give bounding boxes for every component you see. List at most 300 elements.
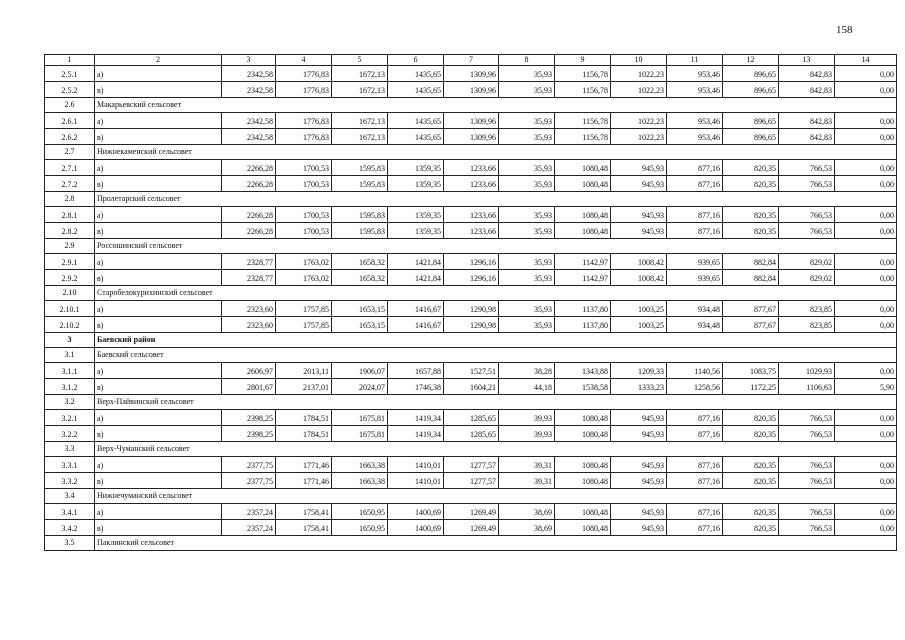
value-cell: 1140,56	[667, 363, 723, 379]
value-cell: 1285,65	[444, 426, 499, 442]
row-code: 2.9.1	[45, 254, 95, 270]
value-cell: 766,53	[779, 176, 835, 192]
value-cell: 1008,42	[611, 254, 667, 270]
value-cell: 0,00	[835, 82, 897, 98]
value-cell: 1080,48	[555, 457, 611, 473]
value-cell: 38,69	[499, 504, 555, 520]
value-cell: 842,83	[779, 82, 835, 98]
section-header-row	[45, 348, 897, 363]
value-cell: 1003,25	[611, 317, 667, 333]
value-cell: 1435,65	[388, 129, 444, 145]
table-row	[45, 254, 897, 270]
value-cell: 1400,69	[388, 520, 444, 536]
value-cell: 1771,46	[276, 473, 332, 489]
value-cell: 39,93	[499, 426, 555, 442]
row-code: 2.5.1	[45, 66, 95, 82]
value-cell: 896,65	[723, 129, 779, 145]
column-number: 1	[45, 55, 95, 66]
section-header-row	[45, 286, 897, 301]
value-cell: 35,93	[499, 317, 555, 333]
value-cell: 1359,35	[388, 160, 444, 176]
value-cell: 1658,32	[332, 270, 388, 286]
table-row	[45, 207, 897, 223]
table-row	[45, 426, 897, 442]
value-cell: 877,16	[667, 160, 723, 176]
section-title: Пролетарский сельсовет	[95, 192, 897, 207]
value-cell: 842,83	[779, 66, 835, 82]
value-cell: 0,00	[835, 207, 897, 223]
value-cell: 1538,58	[555, 379, 611, 395]
value-cell: 1233,66	[444, 160, 499, 176]
value-cell: 1672,13	[332, 66, 388, 82]
value-cell: 2357,24	[222, 504, 276, 520]
row-code: 3.1.1	[45, 363, 95, 379]
value-cell: 0,00	[835, 410, 897, 426]
value-cell: 820,35	[723, 410, 779, 426]
value-cell: 1359,35	[388, 223, 444, 239]
row-label: а)	[95, 301, 222, 317]
value-cell: 0,00	[835, 254, 897, 270]
value-cell: 0,00	[835, 301, 897, 317]
value-cell: 823,85	[779, 317, 835, 333]
value-cell: 1233,66	[444, 223, 499, 239]
table-row	[45, 113, 897, 129]
value-cell: 38,69	[499, 520, 555, 536]
value-cell: 1527,51	[444, 363, 499, 379]
value-cell: 1700,53	[276, 160, 332, 176]
value-cell: 2328,77	[222, 270, 276, 286]
value-cell: 820,35	[723, 426, 779, 442]
value-cell: 1663,38	[332, 473, 388, 489]
value-cell: 1022,23	[611, 113, 667, 129]
value-cell: 1269,49	[444, 504, 499, 520]
row-code: 2.6	[45, 98, 95, 113]
page-number: 158	[836, 24, 853, 36]
value-cell: 35,93	[499, 66, 555, 82]
value-cell: 1758,41	[276, 520, 332, 536]
value-cell: 35,93	[499, 176, 555, 192]
value-cell: 1675,81	[332, 426, 388, 442]
value-cell: 39,93	[499, 410, 555, 426]
value-cell: 2323,60	[222, 317, 276, 333]
value-cell: 2377,75	[222, 457, 276, 473]
value-cell: 2342,58	[222, 129, 276, 145]
value-cell: 1137,80	[555, 317, 611, 333]
value-cell: 766,53	[779, 520, 835, 536]
value-cell: 1419,34	[388, 426, 444, 442]
value-cell: 2266,28	[222, 176, 276, 192]
value-cell: 1029,93	[779, 363, 835, 379]
table-row	[45, 176, 897, 192]
value-cell: 1156,78	[555, 129, 611, 145]
value-cell: 1435,65	[388, 113, 444, 129]
value-cell: 0,00	[835, 66, 897, 82]
row-label: а)	[95, 457, 222, 473]
tariff-table	[44, 54, 897, 551]
value-cell: 877,67	[723, 317, 779, 333]
value-cell: 877,16	[667, 426, 723, 442]
section-header-row	[45, 145, 897, 160]
value-cell: 877,16	[667, 504, 723, 520]
column-number: 7	[444, 55, 499, 66]
value-cell: 2013,11	[276, 363, 332, 379]
value-cell: 0,00	[835, 160, 897, 176]
value-cell: 945,93	[611, 426, 667, 442]
value-cell: 1672,13	[332, 82, 388, 98]
value-cell: 877,16	[667, 207, 723, 223]
value-cell: 945,93	[611, 457, 667, 473]
value-cell: 1653,15	[332, 317, 388, 333]
section-header-row	[45, 192, 897, 207]
value-cell: 2266,28	[222, 160, 276, 176]
value-cell: 2398,25	[222, 426, 276, 442]
value-cell: 1784,51	[276, 426, 332, 442]
value-cell: 1776,83	[276, 66, 332, 82]
value-cell: 1595,83	[332, 223, 388, 239]
section-title: Россошинский сельсовет	[95, 239, 897, 254]
row-code: 2.10.2	[45, 317, 95, 333]
row-label: а)	[95, 254, 222, 270]
value-cell: 1653,15	[332, 301, 388, 317]
value-cell: 1650,95	[332, 520, 388, 536]
row-code: 2.8.1	[45, 207, 95, 223]
value-cell: 35,93	[499, 301, 555, 317]
value-cell: 0,00	[835, 520, 897, 536]
section-title: Макарьевский сельсовет	[95, 98, 897, 113]
value-cell: 953,46	[667, 66, 723, 82]
value-cell: 877,67	[723, 301, 779, 317]
value-cell: 877,16	[667, 410, 723, 426]
value-cell: 1700,53	[276, 176, 332, 192]
value-cell: 1290,98	[444, 301, 499, 317]
row-code: 2.9.2	[45, 270, 95, 286]
column-number: 4	[276, 55, 332, 66]
row-label: а)	[95, 410, 222, 426]
value-cell: 953,46	[667, 129, 723, 145]
value-cell: 35,93	[499, 113, 555, 129]
value-cell: 1419,34	[388, 410, 444, 426]
value-cell: 35,93	[499, 254, 555, 270]
table-row	[45, 160, 897, 176]
column-number: 12	[723, 55, 779, 66]
value-cell: 1209,33	[611, 363, 667, 379]
value-cell: 1277,57	[444, 457, 499, 473]
table-row	[45, 270, 897, 286]
row-label: а)	[95, 504, 222, 520]
value-cell: 1672,13	[332, 129, 388, 145]
section-header-row	[45, 442, 897, 457]
value-cell: 1435,65	[388, 82, 444, 98]
row-label: в)	[95, 426, 222, 442]
value-cell: 896,65	[723, 82, 779, 98]
value-cell: 1763,02	[276, 254, 332, 270]
value-cell: 1359,35	[388, 207, 444, 223]
row-code: 3.4.2	[45, 520, 95, 536]
value-cell: 820,35	[723, 504, 779, 520]
row-code: 3.2.1	[45, 410, 95, 426]
row-code: 2.7	[45, 145, 95, 160]
table-row	[45, 473, 897, 489]
value-cell: 1757,85	[276, 301, 332, 317]
value-cell: 1137,80	[555, 301, 611, 317]
value-cell: 2266,28	[222, 223, 276, 239]
value-cell: 934,48	[667, 301, 723, 317]
value-cell: 1650,95	[332, 504, 388, 520]
value-cell: 877,16	[667, 473, 723, 489]
value-cell: 1233,66	[444, 176, 499, 192]
value-cell: 1410,01	[388, 457, 444, 473]
row-label: в)	[95, 223, 222, 239]
row-label: а)	[95, 160, 222, 176]
row-code: 3.3.1	[45, 457, 95, 473]
value-cell: 1309,96	[444, 66, 499, 82]
column-number: 14	[835, 55, 897, 66]
section-header-row	[45, 239, 897, 254]
value-cell: 766,53	[779, 426, 835, 442]
column-number: 5	[332, 55, 388, 66]
section-title: Паклинский сельсовет	[95, 536, 897, 551]
row-label: в)	[95, 317, 222, 333]
row-label: в)	[95, 176, 222, 192]
row-label: а)	[95, 207, 222, 223]
row-code: 2.10	[45, 286, 95, 301]
value-cell: 35,93	[499, 207, 555, 223]
value-cell: 1022,23	[611, 129, 667, 145]
table-row	[45, 379, 897, 395]
column-number-row	[45, 55, 897, 66]
value-cell: 1233,66	[444, 207, 499, 223]
value-cell: 1309,96	[444, 82, 499, 98]
value-cell: 1672,13	[332, 113, 388, 129]
value-cell: 1022,23	[611, 66, 667, 82]
row-label: в)	[95, 129, 222, 145]
value-cell: 877,16	[667, 223, 723, 239]
value-cell: 766,53	[779, 457, 835, 473]
row-code: 2.7.1	[45, 160, 95, 176]
value-cell: 842,83	[779, 113, 835, 129]
value-cell: 1595,83	[332, 160, 388, 176]
value-cell: 877,16	[667, 457, 723, 473]
row-code: 3.4.1	[45, 504, 95, 520]
value-cell: 5,90	[835, 379, 897, 395]
value-cell: 939,65	[667, 254, 723, 270]
value-cell: 1285,65	[444, 410, 499, 426]
row-code: 2.10.1	[45, 301, 95, 317]
row-code: 2.5.2	[45, 82, 95, 98]
value-cell: 1400,69	[388, 504, 444, 520]
value-cell: 1421,84	[388, 270, 444, 286]
value-cell: 35,93	[499, 129, 555, 145]
value-cell: 1309,96	[444, 129, 499, 145]
column-number: 8	[499, 55, 555, 66]
value-cell: 945,93	[611, 504, 667, 520]
value-cell: 820,35	[723, 457, 779, 473]
section-header-row	[45, 333, 897, 348]
value-cell: 1080,48	[555, 207, 611, 223]
value-cell: 2328,77	[222, 254, 276, 270]
column-number: 13	[779, 55, 835, 66]
row-code: 2.8.2	[45, 223, 95, 239]
value-cell: 1763,02	[276, 270, 332, 286]
value-cell: 1343,88	[555, 363, 611, 379]
value-cell: 1156,78	[555, 113, 611, 129]
value-cell: 2342,58	[222, 82, 276, 98]
value-cell: 38,28	[499, 363, 555, 379]
value-cell: 35,93	[499, 270, 555, 286]
section-header-row	[45, 536, 897, 551]
section-header-row	[45, 395, 897, 410]
value-cell: 1757,85	[276, 317, 332, 333]
value-cell: 1604,21	[444, 379, 499, 395]
value-cell: 2377,75	[222, 473, 276, 489]
value-cell: 0,00	[835, 504, 897, 520]
value-cell: 1595,83	[332, 207, 388, 223]
value-cell: 0,00	[835, 473, 897, 489]
value-cell: 829,02	[779, 270, 835, 286]
section-title: Нижнечуманский сельсовет	[95, 489, 897, 504]
value-cell: 2801,67	[222, 379, 276, 395]
row-label: а)	[95, 113, 222, 129]
value-cell: 877,16	[667, 520, 723, 536]
value-cell: 1435,65	[388, 66, 444, 82]
value-cell: 2357,24	[222, 520, 276, 536]
row-label: в)	[95, 270, 222, 286]
value-cell: 1142,97	[555, 270, 611, 286]
row-code: 3.5	[45, 536, 95, 551]
value-cell: 766,53	[779, 504, 835, 520]
value-cell: 39,31	[499, 457, 555, 473]
row-code: 3	[45, 333, 95, 348]
value-cell: 35,93	[499, 223, 555, 239]
table-row	[45, 129, 897, 145]
value-cell: 1080,48	[555, 160, 611, 176]
value-cell: 953,46	[667, 82, 723, 98]
value-cell: 1657,88	[388, 363, 444, 379]
value-cell: 35,93	[499, 160, 555, 176]
value-cell: 1106,63	[779, 379, 835, 395]
value-cell: 1410,01	[388, 473, 444, 489]
value-cell: 35,93	[499, 82, 555, 98]
row-code: 2.8	[45, 192, 95, 207]
table-row	[45, 317, 897, 333]
value-cell: 0,00	[835, 317, 897, 333]
value-cell: 0,00	[835, 223, 897, 239]
value-cell: 2342,58	[222, 113, 276, 129]
value-cell: 1008,42	[611, 270, 667, 286]
value-cell: 1080,48	[555, 520, 611, 536]
table-row	[45, 410, 897, 426]
row-code: 2.6.2	[45, 129, 95, 145]
value-cell: 0,00	[835, 113, 897, 129]
value-cell: 820,35	[723, 160, 779, 176]
value-cell: 1359,35	[388, 176, 444, 192]
row-code: 3.3.2	[45, 473, 95, 489]
value-cell: 1080,48	[555, 176, 611, 192]
column-number: 10	[611, 55, 667, 66]
value-cell: 2137,01	[276, 379, 332, 395]
value-cell: 1776,83	[276, 82, 332, 98]
value-cell: 1156,78	[555, 66, 611, 82]
value-cell: 1700,53	[276, 207, 332, 223]
value-cell: 1309,96	[444, 113, 499, 129]
value-cell: 2398,25	[222, 410, 276, 426]
table-row	[45, 82, 897, 98]
value-cell: 823,85	[779, 301, 835, 317]
value-cell: 1663,38	[332, 457, 388, 473]
table-row	[45, 363, 897, 379]
table-body	[45, 55, 897, 551]
value-cell: 820,35	[723, 207, 779, 223]
value-cell: 2266,28	[222, 207, 276, 223]
value-cell: 1758,41	[276, 504, 332, 520]
value-cell: 1776,83	[276, 113, 332, 129]
value-cell: 2024,07	[332, 379, 388, 395]
value-cell: 1416,67	[388, 301, 444, 317]
row-code: 3.3	[45, 442, 95, 457]
row-label: а)	[95, 66, 222, 82]
table-row	[45, 223, 897, 239]
section-title: Баевский сельсовет	[95, 348, 897, 363]
column-number: 3	[222, 55, 276, 66]
row-code: 3.1	[45, 348, 95, 363]
value-cell: 1258,56	[667, 379, 723, 395]
value-cell: 766,53	[779, 160, 835, 176]
value-cell: 1142,97	[555, 254, 611, 270]
value-cell: 934,48	[667, 317, 723, 333]
row-code: 3.2.2	[45, 426, 95, 442]
section-title: Баевский район	[95, 333, 897, 348]
value-cell: 0,00	[835, 270, 897, 286]
row-code: 2.9	[45, 239, 95, 254]
value-cell: 766,53	[779, 223, 835, 239]
row-label: в)	[95, 473, 222, 489]
section-title: Старобелокурихинский сельсовет	[95, 286, 897, 301]
value-cell: 0,00	[835, 457, 897, 473]
value-cell: 1906,07	[332, 363, 388, 379]
value-cell: 1290,98	[444, 317, 499, 333]
column-number: 11	[667, 55, 723, 66]
value-cell: 1296,16	[444, 254, 499, 270]
section-title: Верх-Чуманский сельсовет	[95, 442, 897, 457]
value-cell: 953,46	[667, 113, 723, 129]
row-code: 2.7.2	[45, 176, 95, 192]
value-cell: 1421,84	[388, 254, 444, 270]
value-cell: 820,35	[723, 473, 779, 489]
section-title: Нижнекаменский сельсовет	[95, 145, 897, 160]
value-cell: 39,31	[499, 473, 555, 489]
row-label: а)	[95, 363, 222, 379]
value-cell: 829,02	[779, 254, 835, 270]
row-code: 3.1.2	[45, 379, 95, 395]
row-label: в)	[95, 520, 222, 536]
value-cell: 882,84	[723, 254, 779, 270]
value-cell: 1675,81	[332, 410, 388, 426]
value-cell: 1022,23	[611, 82, 667, 98]
value-cell: 1080,48	[555, 473, 611, 489]
value-cell: 44,18	[499, 379, 555, 395]
value-cell: 1416,67	[388, 317, 444, 333]
value-cell: 1080,48	[555, 223, 611, 239]
value-cell: 766,53	[779, 207, 835, 223]
value-cell: 945,93	[611, 223, 667, 239]
value-cell: 945,93	[611, 473, 667, 489]
value-cell: 766,53	[779, 410, 835, 426]
value-cell: 1172,25	[723, 379, 779, 395]
value-cell: 820,35	[723, 520, 779, 536]
value-cell: 842,83	[779, 129, 835, 145]
value-cell: 1296,16	[444, 270, 499, 286]
row-code: 3.2	[45, 395, 95, 410]
